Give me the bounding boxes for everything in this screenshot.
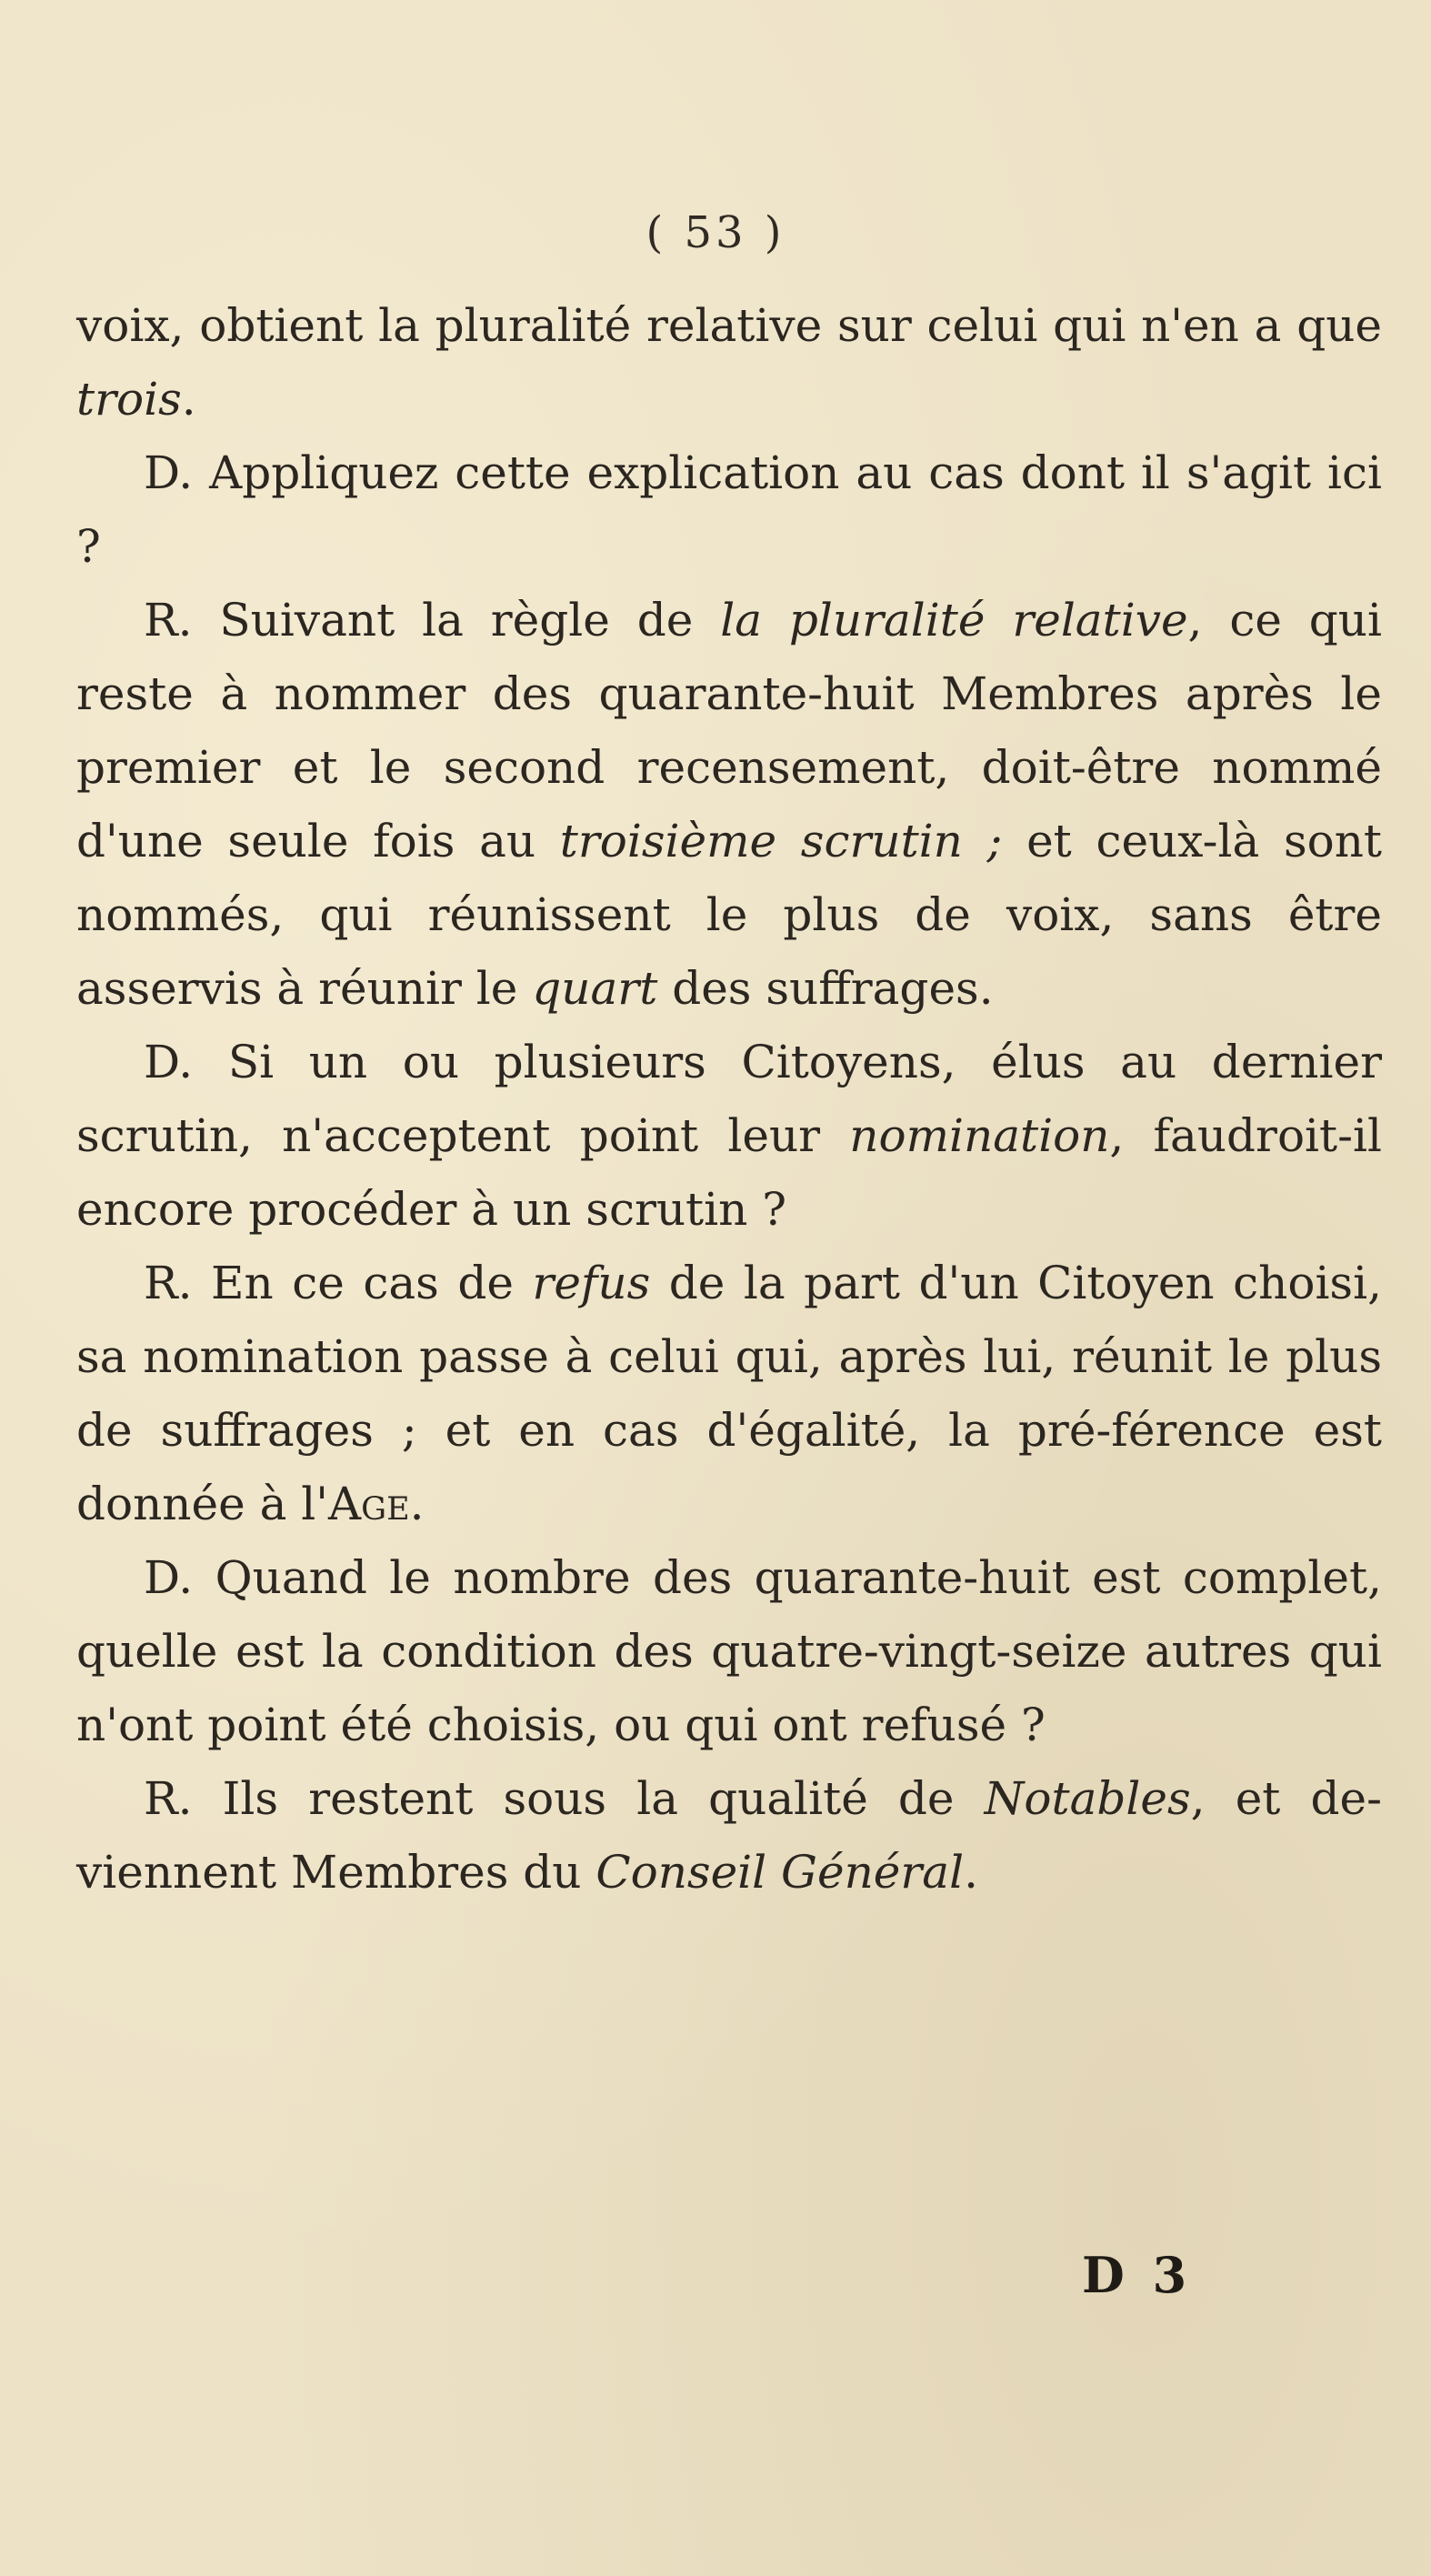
segment-italic: quart xyxy=(532,962,658,1015)
segment-smallcaps: Age xyxy=(328,1478,410,1530)
speaker-label: R. xyxy=(144,1257,193,1309)
signature-mark: D 3 xyxy=(1082,2246,1193,2304)
segment-italic: trois xyxy=(76,373,182,426)
paragraph-3 xyxy=(76,584,1382,1026)
segment: , faudroit-il encore procéder à un scrutin ? xyxy=(76,1109,1383,1236)
segment: Suivant la règle de xyxy=(192,594,721,647)
segment: Appliquez cette explication au cas dont il s'agit ici ? xyxy=(76,446,1382,573)
paragraph-6 xyxy=(76,1541,1382,1762)
segment-italic: Conseil Général xyxy=(595,1846,965,1899)
segment-italic: refus xyxy=(532,1257,651,1309)
speaker-label: R. xyxy=(144,594,193,647)
speaker-label: D. xyxy=(144,1036,194,1088)
paragraph-4 xyxy=(76,1026,1382,1247)
segment: des suffrages. xyxy=(657,962,994,1015)
page-number: ( 53 ) xyxy=(645,207,786,258)
speaker-label: D. xyxy=(144,446,194,499)
segment: Ils restent sous la qualité de xyxy=(192,1772,985,1825)
segment: Quand le nombre des quarante-huit est complet, quelle est la condition des quatre-vingt-seize autres qui n'ont point été choisis, ou qui ont refusé ? xyxy=(76,1551,1382,1751)
paragraph-2 xyxy=(76,436,1382,584)
segment-italic: nomination xyxy=(849,1109,1110,1162)
paragraph-5 xyxy=(76,1247,1382,1541)
segment: voix, obtient la pluralité relative sur celui qui n'en a que xyxy=(76,299,1382,352)
segment: , et de-viennent Membres du xyxy=(76,1772,1382,1899)
segment: . xyxy=(181,373,196,426)
segment: de la part d'un Citoyen choisi, sa nomination passe à celui qui, après lui, réunit le plus de suffrages ; et en cas d'égalité, la pré-férence est donnée à l' xyxy=(76,1257,1382,1530)
segment-italic: troisième scrutin ; xyxy=(559,815,1003,867)
segment: et ceux-là sont nommés, qui réunissent le plus de voix, sans être asservis à réunir le xyxy=(76,815,1383,1015)
body-text xyxy=(76,289,1382,1909)
segment: . xyxy=(964,1846,978,1899)
segment: Si un ou plusieurs Citoyens, élus au dernier scrutin, n'acceptent point leur xyxy=(76,1036,1382,1162)
paragraph-1 xyxy=(76,289,1382,436)
paragraph-7 xyxy=(76,1762,1382,1909)
segment: En ce cas de xyxy=(192,1257,533,1309)
speaker-label: D. xyxy=(144,1551,194,1604)
segment: . xyxy=(409,1478,425,1530)
segment: , ce qui reste à nommer des quarante-huit Membres après le premier et le second recensement, doit-être nommé d'une seule fois au xyxy=(76,594,1382,867)
segment-italic: la pluralité relative xyxy=(720,594,1188,647)
speaker-label: R. xyxy=(144,1772,193,1825)
segment-italic: Notables xyxy=(984,1772,1191,1825)
